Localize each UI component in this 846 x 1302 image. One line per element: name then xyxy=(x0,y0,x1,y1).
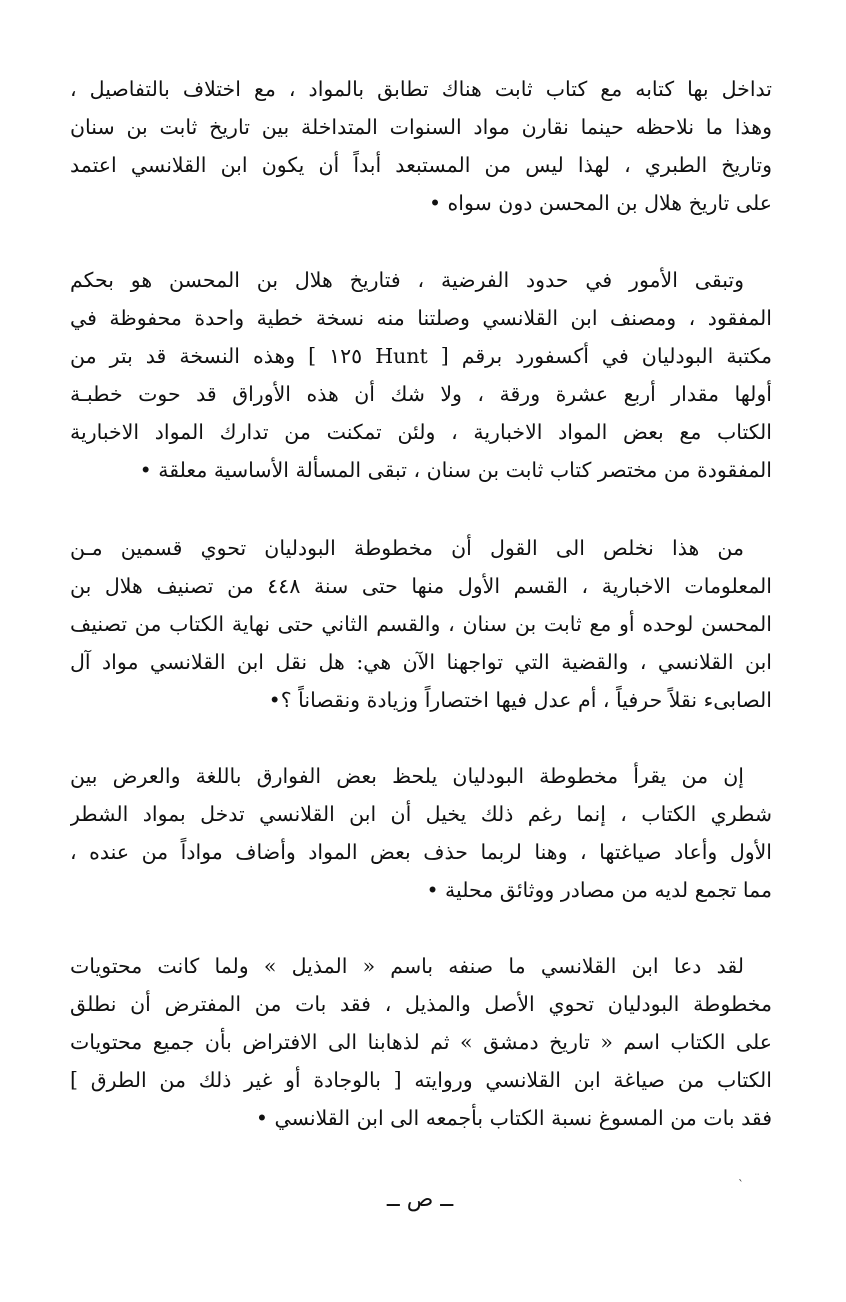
paragraph-2 xyxy=(70,261,772,489)
text-line: على الكتاب اسم « تاريخ دمشق » ثم لذهابنا الى الافتراض بأن جميع محتويات xyxy=(70,1030,772,1054)
text-line: المعلومات الاخبارية ، القسم الأول منها حتى سنة ٤٤٨ من تصنيف هلال بن xyxy=(70,574,772,598)
text-line: مخطوطة البودليان تحوي الأصل والمذيل ، فقد بات من المفترض أن نطلق xyxy=(70,992,772,1016)
text-line: شطري الكتاب ، إنما رغم ذلك يخيل أن ابن القلانسي تدخل بمواد الشطر xyxy=(70,802,772,826)
text-line: مما تجمع لديه من مصادر ووثائق محلية • xyxy=(426,878,772,902)
paragraph-3 xyxy=(70,529,772,719)
text-line: الصابىء نقلاً حرفياً ، أم عدل فيها اختصاراً وزيادة ونقصاناً ؟• xyxy=(268,688,772,712)
text-line: وهذا ما نلاحظه حينما نقارن مواد السنوات المتداخلة بين تاريخ ثابت بن سنان xyxy=(70,115,772,139)
text-line: تداخل بها كتابه مع كتاب ثابت هناك تطابق بالمواد ، مع اختلاف بالتفاصيل ، xyxy=(70,77,772,101)
text-line: فقد بات من المسوغ نسبة الكتاب بأجمعه الى ابن القلانسي • xyxy=(255,1106,772,1130)
text-line: الكتاب من صياغة ابن القلانسي وروايته [ بالوجادة أو غير ذلك من الطرق ] xyxy=(70,1068,772,1092)
text-line: إن من يقرأ مخطوطة البودليان يلحظ بعض الفوارق باللغة والعرض بين xyxy=(70,764,744,788)
text-line: المحسن لوحده أو مع ثابت بن سنان ، والقسم الثاني حتى نهاية الكتاب من تصنيف xyxy=(70,612,772,636)
paragraph-5 xyxy=(70,947,772,1137)
paragraph-1 xyxy=(70,70,772,222)
paragraph-4 xyxy=(70,757,772,909)
text-line: لقد دعا ابن القلانسي ما صنفه باسم « المذيل » ولما كانت محتويات xyxy=(70,954,744,978)
text-line: الأول وأعاد صياغتها ، وهنا لربما حذف بعض المواد وأضاف مواداً من عنده ، xyxy=(70,840,772,864)
text-line: الكتاب مع بعض المواد الاخبارية ، ولئن تمكنت من تدارك المواد الاخبارية xyxy=(70,420,772,444)
text-line: على تاريخ هلال بن المحسن دون سواه • xyxy=(428,191,772,215)
text-line: من هذا نخلص الى القول أن مخطوطة البودليان تحوي قسمين مـن xyxy=(70,536,744,560)
corner-mark: ˋ xyxy=(738,1178,744,1192)
text-line: ابن القلانسي ، والقضية التي تواجهنا الآن هي: هل نقل ابن القلانسي مواد آل xyxy=(70,650,772,674)
text-line: أولها مقدار أربع عشرة ورقة ، ولا شك أن هذه الأوراق قد حوت خطبـة xyxy=(70,382,772,406)
text-line: المفقودة من مختصر كتاب ثابت بن سنان ، تبقى المسألة الأساسية معلقة • xyxy=(139,458,772,482)
text-line: مكتبة البودليان في أكسفورد برقم [ Hunt ١٢٥ ] وهذه النسخة قد بتر من xyxy=(70,344,772,368)
text-line: المفقود ، ومصنف ابن القلانسي وصلتنا منه نسخة خطية واحدة محفوظة في xyxy=(70,306,772,330)
text-line: وتاريخ الطبري ، لهذا ليس من المستبعد أبداً أن يكون ابن القلانسي اعتمد xyxy=(70,153,772,177)
page-number: ــ ص ــ xyxy=(386,1187,454,1212)
text-line: وتبقى الأمور في حدود الفرضية ، فتاريخ هلال بن المحسن هو بحكم xyxy=(70,268,744,292)
